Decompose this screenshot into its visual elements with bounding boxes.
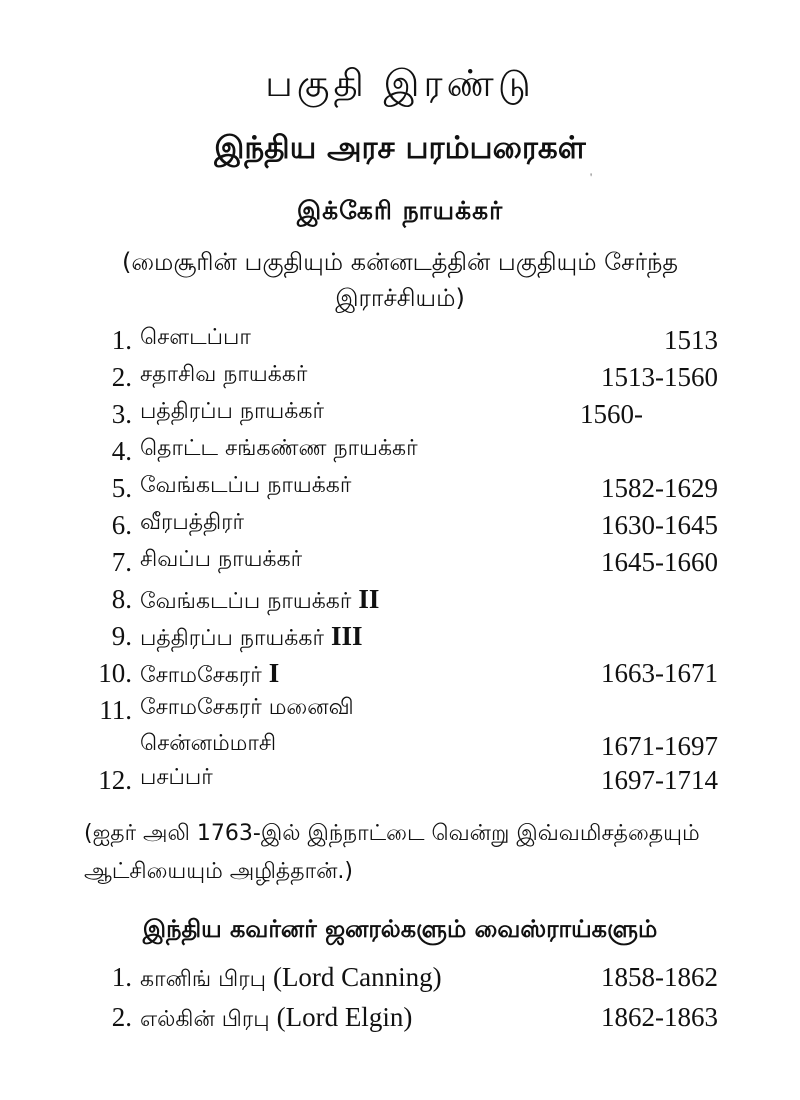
ruler-row [0, 765, 800, 801]
ruler-name-text: வேங்கடப்ப நாயக்கர் [140, 473, 352, 498]
ruler-name [140, 695, 354, 723]
governor-name-english: (Lord Canning) [272, 962, 442, 992]
ruler-years: 1630-1645 [601, 510, 718, 540]
ruler-row [0, 362, 800, 398]
ruler-regnal-number: III [330, 621, 363, 651]
ruler-number: 8. [111, 584, 132, 614]
ruler-name-text: பத்திரப்ப நாயக்கர் [140, 626, 324, 651]
ruler-row [0, 695, 800, 761]
ruler-years: 1645-1660 [601, 547, 718, 577]
dynasty-note: (மைசூரின் பகுதியும் கன்னடத்தின் பகுதியும் சேர்ந்த இராச்சியம்) [121, 248, 679, 312]
ruler-name [140, 399, 324, 427]
governor-years: 1862-1863 [601, 1002, 718, 1032]
ruler-row [0, 510, 800, 546]
section-heading-governors: இந்திய கவர்னர் ஜனரல்களும் வைஸ்ராய்களும் [142, 915, 658, 943]
governor-name-english: (Lord Elgin) [276, 1002, 413, 1032]
ruler-name-text: பத்திரப்ப நாயக்கர் [140, 399, 324, 424]
ruler-years: 1560- [580, 399, 643, 429]
ruler-years: 1582-1629 [601, 473, 718, 503]
ruler-row [0, 325, 800, 361]
ruler-name-text: செளடப்பா [140, 325, 251, 350]
governor-name [140, 1002, 412, 1035]
ruler-number: 6. [111, 510, 132, 540]
ruler-name-text: பசப்பர் [140, 765, 213, 790]
ruler-years: 1513-1560 [601, 362, 718, 392]
ruler-row [0, 399, 800, 435]
ruler-name-line2: சென்னம்மாசி [140, 731, 277, 756]
ruler-name-text: சோமசேகரர் மனைவி [140, 695, 354, 720]
ruler-row [0, 547, 800, 583]
ruler-number: 2. [111, 362, 132, 392]
governor-name-tamil: எல்கின் பிரபு [140, 1007, 270, 1032]
ruler-row [0, 658, 800, 694]
governor-name-tamil: கானிங் பிரபு [140, 967, 266, 992]
governor-row [0, 1002, 800, 1038]
ruler-name [140, 325, 251, 353]
ruler-name-text: வீரபத்திரர் [140, 510, 245, 535]
governor-name [140, 962, 442, 995]
ruler-row [0, 473, 800, 509]
ruler-name-text: சதாசிவ நாயக்கர் [140, 362, 308, 387]
ruler-number: 4. [111, 436, 132, 466]
footnote: (ஐதர் அலி 1763-இல் இந்நாட்டை வென்று இவ்வமிசத்தையும் ஆட்சியையும் அழித்தான்.) [84, 821, 700, 884]
ruler-regnal-number: II [358, 584, 380, 614]
ruler-years: 1697-1714 [601, 765, 718, 795]
ruler-regnal-number: I [268, 658, 280, 688]
ruler-name-text: சோமசேகரர் [140, 663, 262, 688]
ruler-number: 9. [111, 621, 132, 651]
part-title: பகுதி இரண்டு [265, 62, 535, 105]
speck-mark: ' [590, 170, 593, 184]
ruler-number: 1. [111, 325, 132, 355]
governor-years: 1858-1862 [601, 962, 718, 992]
ruler-number: 5. [111, 473, 132, 503]
ruler-name [140, 621, 362, 654]
governor-number: 2. [111, 1002, 132, 1032]
ruler-years: 1663-1671 [601, 658, 718, 688]
ruler-name [140, 473, 351, 501]
governor-row [0, 962, 800, 998]
ruler-name [140, 362, 307, 390]
page-title: இந்திய அரச பரம்பரைகள் [214, 130, 586, 166]
ruler-name [140, 584, 379, 617]
ruler-name [140, 436, 418, 464]
ruler-name-text: சிவப்ப நாயக்கர் [140, 547, 303, 572]
ruler-name [140, 658, 279, 691]
ruler-years: 1513 [664, 325, 718, 355]
ruler-name [140, 547, 302, 575]
ruler-row [0, 584, 800, 620]
ruler-years: 1671-1697 [601, 731, 718, 761]
ruler-number: 11. [99, 695, 132, 725]
ruler-name-text: வேங்கடப்ப நாயக்கர் [140, 589, 352, 614]
ruler-number: 12. [98, 765, 132, 795]
ruler-row [0, 436, 800, 472]
governor-number: 1. [111, 962, 132, 992]
ruler-number: 7. [111, 547, 132, 577]
ruler-number: 3. [111, 399, 132, 429]
ruler-name-text: தொட்ட சங்கண்ண நாயக்கர் [140, 436, 418, 461]
ruler-number: 10. [98, 658, 132, 688]
ruler-name [140, 765, 213, 793]
ruler-name [140, 510, 244, 538]
ruler-row [0, 621, 800, 657]
dynasty-heading: இக்கேரி நாயக்கர் [296, 196, 504, 225]
